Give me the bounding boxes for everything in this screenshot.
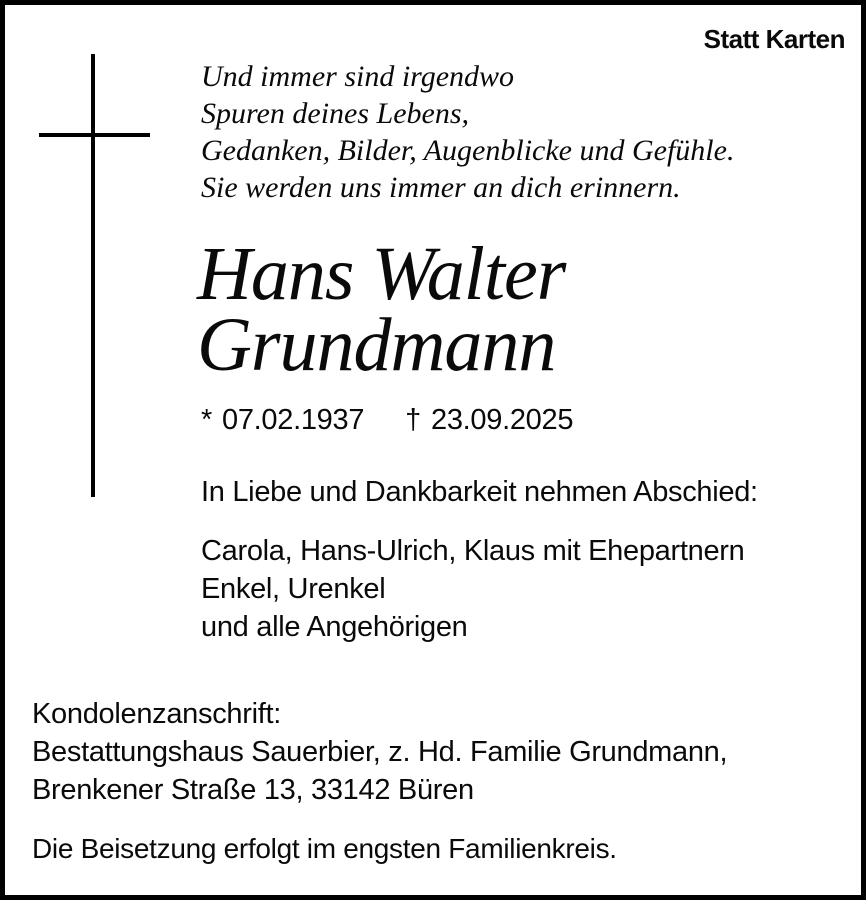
cross-vertical-bar [91, 54, 95, 497]
header-note: Statt Karten [703, 24, 845, 54]
mourners-line: und alle Angehörigen [201, 611, 468, 643]
mourners-line: Carola, Hans-Ulrich, Klaus mit Ehepartnern [201, 535, 745, 567]
death-cross-icon: † [405, 404, 421, 436]
memorial-verse-line: Gedanken, Bilder, Augenblicke und Gefühle. [201, 134, 735, 167]
deceased-name [197, 232, 566, 387]
deceased-name-line: Grundmann [197, 303, 556, 387]
birth-date-group [201, 402, 364, 439]
funeral-note: Die Beisetzung erfolgt im engsten Familienkreis. [32, 833, 617, 864]
life-dates [201, 402, 573, 439]
memorial-verse [201, 58, 734, 206]
birth-date: 07.02.1937 [222, 404, 365, 436]
memorial-verse-line: Sie werden uns immer an dich erinnern. [201, 171, 681, 204]
condolence-line: Bestattungshaus Sauerbier, z. Hd. Familie Grundmann, [32, 736, 728, 768]
condolence-address [32, 695, 727, 809]
cross-horizontal-bar [39, 133, 150, 137]
mourners-line: Enkel, Urenkel [201, 573, 386, 605]
death-date: 23.09.2025 [431, 404, 574, 436]
memorial-verse-line: Spuren deines Lebens, [201, 97, 470, 130]
farewell-intro: In Liebe und Dankbarkeit nehmen Abschied: [201, 476, 758, 508]
condolence-line: Brenkener Straße 13, 33142 Büren [32, 774, 474, 806]
memorial-verse-line: Und immer sind irgendwo [201, 60, 515, 93]
condolence-label: Kondolenzanschrift: [32, 698, 282, 730]
birth-star-icon: * [201, 404, 212, 436]
mourners-list [201, 532, 744, 646]
death-date-group [405, 402, 573, 439]
deceased-name-line: Hans Walter [197, 232, 566, 316]
